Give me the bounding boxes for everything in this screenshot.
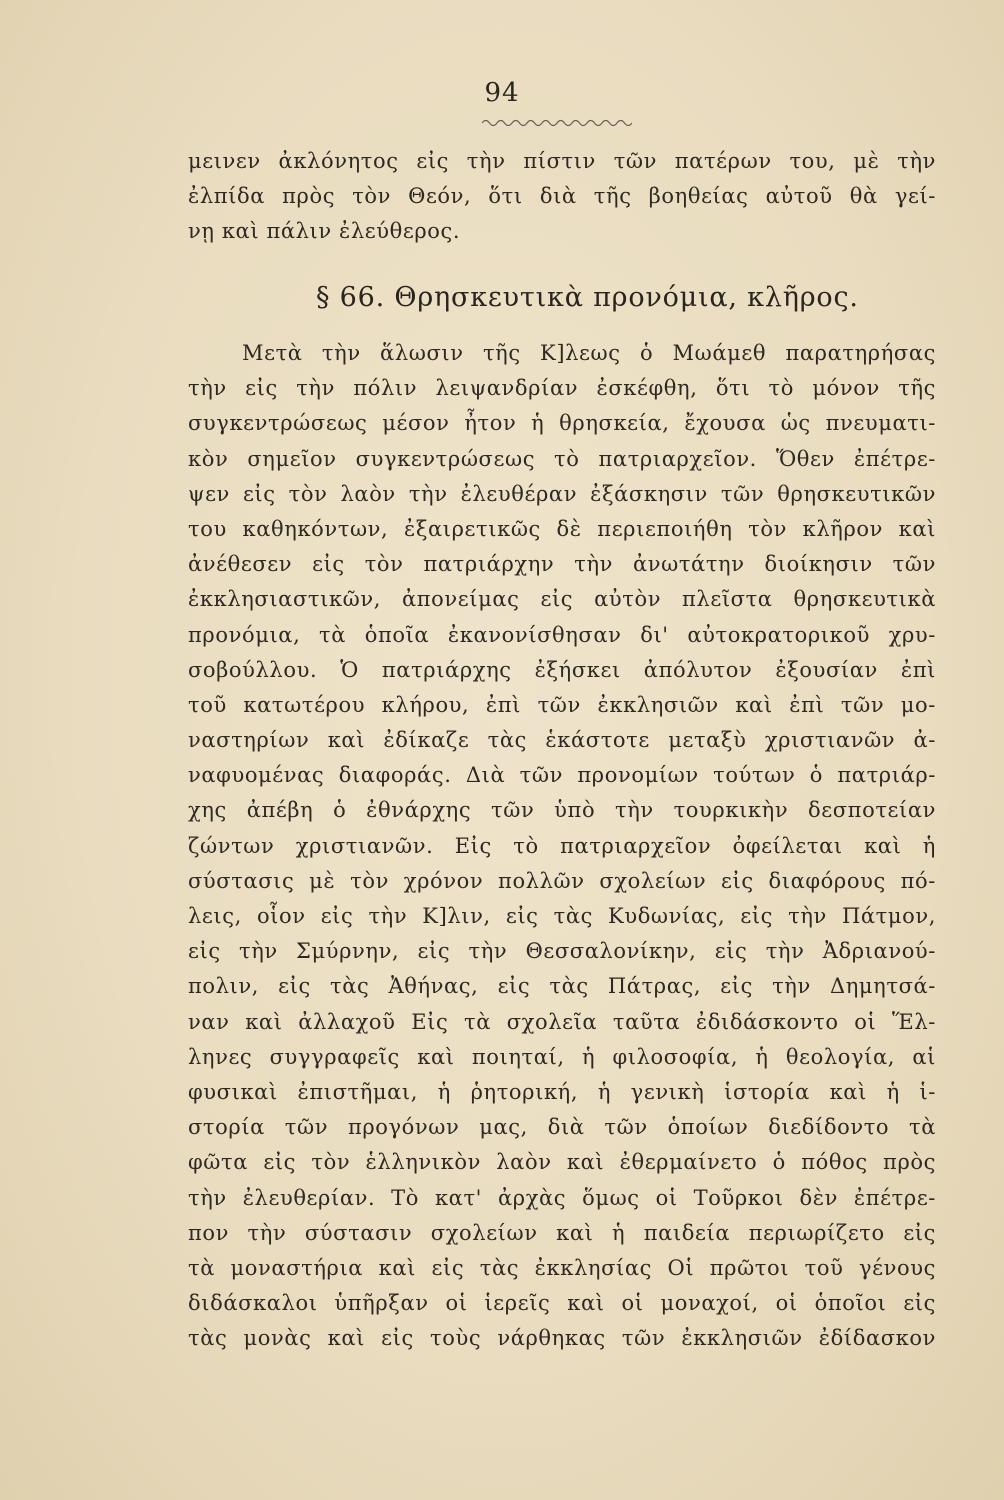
text-line: συγκεντρώσεως μέσον ἦτον ἡ θρησκεία, ἔχουσα ὡς πνευματι- bbox=[188, 411, 936, 436]
text-line: χης ἀπέβη ὁ ἐθνάρχης τῶν ὑπὸ τὴν τουρκικὴν δεσποτείαν bbox=[188, 798, 936, 823]
text-line: φῶτα εἰς τὸν ἑλληνικὸν λαὸν καὶ ἐθερμαίνετο ὁ πόθος πρὸς bbox=[188, 1150, 936, 1175]
text-line: τὴν ἐλευθερίαν. Τὸ κατ' ἀρχὰς ὅμως οἱ Τοῦρκοι δὲν ἐπέτρε- bbox=[188, 1185, 936, 1210]
text-line: νῃ καὶ πάλιν ἐλεύθερος. bbox=[188, 219, 461, 244]
text-line: τὰ μοναστήρια καὶ εἰς τὰς ἐκκλησίας Οἱ πρῶτοι τοῦ γένους bbox=[188, 1255, 936, 1280]
text-line: τοῦ κατωτέρου κλήρου, ἐπὶ τῶν ἐκκλησιῶν καὶ ἐπὶ τῶν μο- bbox=[188, 692, 936, 717]
text-line: κὸν σημεῖον συγκεντρώσεως τὸ πατριαρχεῖον. Ὅθεν ἐπέτρε- bbox=[188, 446, 936, 471]
text-line: πον τὴν σύστασιν σχολείων καὶ ἡ παιδεία περιωρίζετο εἰς bbox=[188, 1220, 936, 1245]
text-line: ναστηρίων καὶ ἐδίκαζε τὰς ἑκάστοτε μεταξὺ χριστιανῶν ἀ- bbox=[188, 728, 936, 753]
text-line: πολιν, εἰς τὰς Ἀθήνας, εἰς τὰς Πάτρας, εἰς τὴν Δημητσά- bbox=[188, 974, 936, 999]
text-line: Μετὰ τὴν ἅλωσιν τῆς Κ]λεως ὁ Μωάμεθ παρατηρήσας bbox=[242, 341, 936, 365]
text-line: προνόμια, τὰ ὁποῖα ἐκανονίσθησαν δι' αὐτοκρατορικοῦ χρυ- bbox=[188, 622, 936, 647]
text-line: λεις, οἷον εἰς τὴν Κ]λιν, εἰς τὰς Κυδωνίας, εἰς τὴν Πάτμον, bbox=[188, 904, 936, 928]
text-line: σοβούλλου. Ὁ πατριάρχης ἐξήσκει ἀπόλυτον ἐξουσίαν ἐπὶ bbox=[188, 657, 936, 682]
page-number: 94 bbox=[484, 78, 520, 108]
continuation-paragraph bbox=[188, 144, 936, 250]
section-body bbox=[188, 336, 936, 1356]
text-line: τὰς μονὰς καὶ εἰς τοὺς νάρθηκας τῶν ἐκκλησιῶν ἐδίδασκον bbox=[188, 1326, 936, 1351]
text-line: του καθηκόντων, ἐξαιρετικῶς δὲ περιεποιήθη τὸν κλῆρον καὶ bbox=[188, 516, 936, 541]
text-line: τὴν εἰς τὴν πόλιν λειψανδρίαν ἐσκέφθη, ὅτι τὸ μόνον τῆς bbox=[188, 376, 936, 401]
text-line: ψεν εἰς τὸν λαὸν τὴν ἐλευθέραν ἐξάσκησιν τῶν θρησκευτικῶν bbox=[188, 481, 936, 506]
text-line: ζώντων χριστιανῶν. Εἰς τὸ πατριαρχεῖον ὀφείλεται καὶ ἡ bbox=[188, 833, 936, 858]
text-line: ἐλπίδα πρὸς τὸν Θεόν, ὅτι διὰ τῆς βοηθείας αὐτοῦ θὰ γεί- bbox=[188, 184, 936, 209]
wavy-rule-ornament bbox=[482, 117, 632, 129]
text-line: διδάσκαλοι ὑπῆρξαν οἱ ἱερεῖς καὶ οἱ μοναχοί, οἱ ὁποῖοι εἰς bbox=[188, 1291, 936, 1316]
text-line: στορία τῶν προγόνων μας, διὰ τῶν ὁποίων διεδίδοντο τὰ bbox=[188, 1115, 936, 1140]
text-line: ἀνέθεσεν εἰς τὸν πατριάρχην τὴν ἀνωτάτην διοίκησιν τῶν bbox=[188, 552, 936, 577]
section-heading: § 66. Θρησκευτικὰ προνόμια, κλῆρος. bbox=[316, 282, 859, 313]
text-line: μεινεν ἀκλόνητος εἰς τὴν πίστιν τῶν πατέρων του, μὲ τὴν bbox=[188, 149, 936, 173]
text-line: σύστασις μὲ τὸν χρόνον πολλῶν σχολείων εἰς διαφόρους πό- bbox=[188, 868, 936, 893]
text-line: ναν καὶ ἀλλαχοῦ Εἰς τὰ σχολεῖα ταῦτα ἐδιδάσκοντο οἱ Ἕλ- bbox=[188, 1009, 936, 1034]
text-line: φυσικαὶ ἐπιστῆμαι, ἡ ῥητορική, ἡ γενικὴ ἱστορία καὶ ἡ ἱ- bbox=[188, 1079, 936, 1104]
text-line: ναφυομένας διαφοράς. Διὰ τῶν προνομίων τούτων ὁ πατριάρ- bbox=[188, 763, 936, 788]
text-line: ληνες συγγραφεῖς καὶ ποιηταί, ἡ φιλοσοφία, ἡ θεολογία, αἱ bbox=[188, 1044, 936, 1069]
text-line: ἐκκλησιαστικῶν, ἀπονείμας εἰς αὐτὸν πλεῖστα θρησκευτικὰ bbox=[188, 587, 936, 612]
text-line: εἰς τὴν Σμύρνην, εἰς τὴν Θεσσαλονίκην, εἰς τὴν Ἀδριανού- bbox=[188, 939, 936, 964]
